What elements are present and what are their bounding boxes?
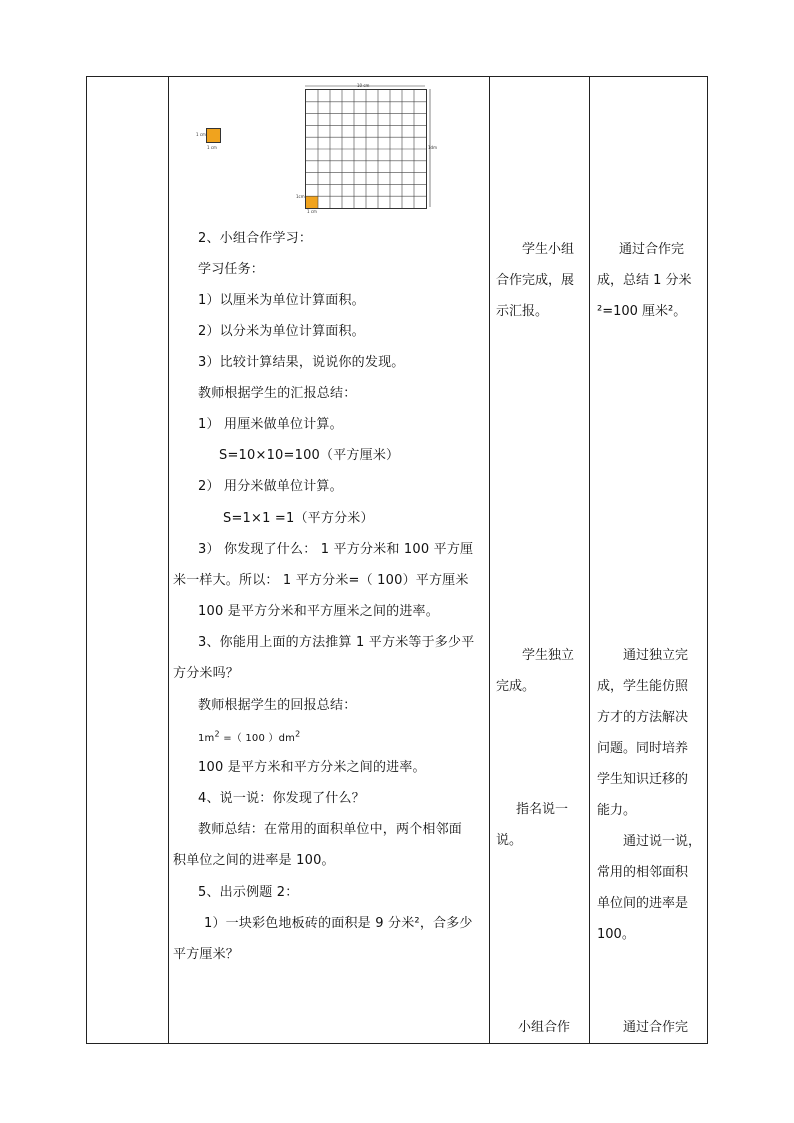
purpose-b6: 能力。 — [597, 803, 637, 818]
purpose-3 — [597, 826, 705, 950]
highlighted-grid-cell — [306, 196, 318, 208]
content-line-6: 教师根据学生的汇报总结： — [198, 386, 357, 401]
content-line-1: 2、小组合作学习： — [198, 231, 313, 246]
grid-top-dimension-label: 10 cm — [357, 83, 370, 88]
purpose-b3: 方才的方法解决 — [597, 710, 689, 725]
content-line-13: 100 是平方分米和平方厘米之间的进率。 — [198, 604, 439, 619]
content-line-14: 3、你能用上面的方法推算 1 平方米等于多少平 — [198, 635, 475, 650]
purpose-c1: 通过说一说， — [623, 834, 702, 849]
student-a2: 合作完成，展 — [496, 273, 575, 288]
student-activity-4 — [496, 1012, 584, 1043]
student-d1: 小组合作 — [518, 1020, 571, 1035]
content-line-7: 1） 用厘米做单位计算。 — [198, 417, 343, 432]
purpose-c4: 100。 — [597, 927, 635, 942]
table-divider-2 — [489, 76, 490, 1044]
student-c2: 说。 — [496, 833, 523, 848]
purpose-a1: 通过合作完 — [619, 242, 685, 257]
student-b1: 学生独立 — [522, 648, 575, 663]
student-c1: 指名说一 — [516, 802, 569, 817]
content-line-19: 4、说一说：你发现了什么？ — [198, 791, 365, 806]
table-border-left — [86, 76, 87, 1044]
content-line-21: 积单位之间的进率是 100。 — [173, 853, 335, 868]
table-border-right — [707, 76, 708, 1044]
grid-corner-height-label: 1cm — [296, 194, 305, 199]
table-top-border — [86, 76, 708, 77]
content-line-20: 教师总结：在常用的面积单位中，两个相邻面 — [198, 822, 463, 837]
unit-m-exponent: 2 — [214, 729, 220, 739]
purpose-4 — [597, 1012, 705, 1043]
purpose-b2: 成，学生能仿照 — [597, 679, 689, 694]
unit-equation: =（ 100 ）dm — [219, 733, 296, 744]
content-line-3: 1）以厘米为单位计算面积。 — [198, 293, 365, 308]
small-square-width-label: 1 cm — [207, 145, 217, 150]
grid-right-dimension-label: 1dm — [428, 145, 437, 150]
content-line-24: 平方厘米？ — [173, 947, 240, 962]
purpose-b5: 学生知识迁移的 — [597, 772, 689, 787]
content-line-17 — [198, 731, 300, 747]
content-line-23: 1）一块彩色地板砖的面积是 9 分米²，合多少 — [204, 916, 473, 931]
content-line-16: 教师根据学生的回报总结： — [198, 698, 357, 713]
student-activity-2 — [496, 640, 584, 702]
content-line-18: 100 是平方米和平方分米之间的进率。 — [198, 760, 426, 775]
table-divider-3 — [589, 76, 590, 1044]
hundred-square-grid — [305, 89, 427, 209]
content-line-11: 3） 你发现了什么： 1 平方分米和 100 平方厘 — [198, 542, 474, 557]
content-line-4: 2）以分米为单位计算面积。 — [198, 324, 365, 339]
content-line-2: 学习任务： — [198, 262, 265, 277]
grid-lines — [306, 90, 426, 208]
unit-dm-exponent: 2 — [295, 729, 301, 739]
purpose-2 — [597, 640, 705, 826]
purpose-a2: 成，总结 1 分米 — [597, 273, 692, 288]
unit-m: 1m — [198, 733, 215, 744]
student-a3: 示汇报。 — [496, 304, 549, 319]
purpose-c3: 单位间的进率是 — [597, 896, 689, 911]
purpose-b4: 问题。同时培养 — [597, 741, 689, 756]
purpose-1 — [597, 234, 705, 327]
small-square-height-label: 1 cm — [196, 132, 206, 137]
purpose-d1: 通过合作完 — [623, 1020, 689, 1035]
table-bottom-border — [86, 1043, 708, 1044]
table-divider-1 — [168, 76, 169, 1044]
grid-corner-width-label: 1 cm — [307, 209, 317, 214]
purpose-c2: 常用的相邻面积 — [597, 865, 689, 880]
content-line-8: S=10×10=100（平方厘米） — [219, 448, 400, 463]
purpose-a3: ²=100 厘米²。 — [597, 304, 687, 319]
student-activity-3 — [496, 794, 584, 856]
content-line-12: 米一样大。所以： 1 平方分米=（ 100）平方厘米 — [173, 573, 469, 588]
content-line-15: 方分米吗？ — [173, 666, 240, 681]
content-line-10: S=1×1 =1（平方分米） — [223, 511, 374, 526]
content-line-5: 3）比较计算结果，说说你的发现。 — [198, 355, 405, 370]
content-line-9: 2） 用分米做单位计算。 — [198, 479, 343, 494]
student-b2: 完成。 — [496, 679, 536, 694]
student-a1: 学生小组 — [522, 242, 575, 257]
student-activity-1 — [496, 234, 584, 327]
one-square-cm-figure — [206, 128, 221, 143]
content-line-22: 5、出示例题 2： — [198, 885, 299, 900]
purpose-b1: 通过独立完 — [623, 648, 689, 663]
